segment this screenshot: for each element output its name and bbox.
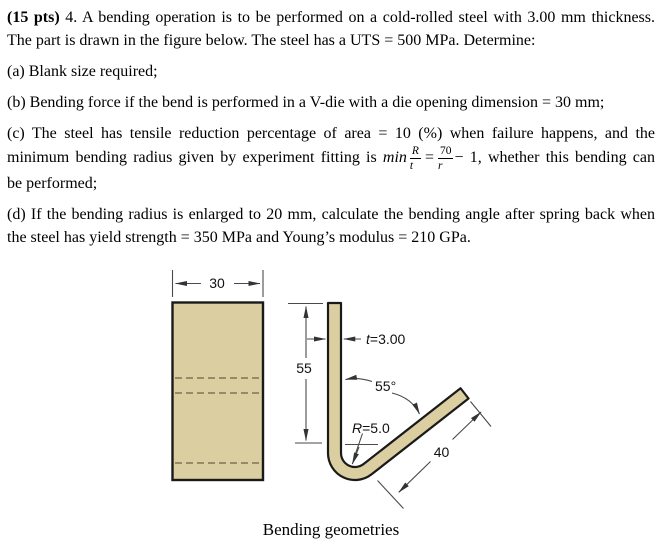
- part-c-line1: (c) The steel has tensile reduction percentage of area = 10 (%) when failure happens, and the: [7, 125, 655, 142]
- intro-line1: 4. A bending operation is to be performed on a cold-rolled steel with 3.00 mm thickness.: [59, 9, 656, 26]
- part-b: [7, 91, 655, 114]
- equals-sign: =: [424, 149, 434, 167]
- figure-caption: Bending geometries: [262, 520, 400, 539]
- height-label: 55: [296, 360, 312, 376]
- blank-width-label: 30: [209, 275, 225, 291]
- part-c-line2-before: minimum bending radius given by experiment fitting is: [7, 149, 383, 167]
- part-c-line2: [7, 145, 655, 172]
- intro-line2: The part is drawn in the figure below. The steel has a UTS = 500 MPa. Determine:: [7, 32, 536, 49]
- part-d-line2: the steel has yield strength = 350 MPa and Young’s modulus = 210 GPa.: [7, 229, 471, 247]
- part-c-line2-after: − 1, whether this bending can: [454, 149, 655, 167]
- problem-statement: [7, 6, 655, 257]
- part-d: [7, 203, 655, 249]
- bending-figure: [150, 256, 520, 518]
- radius-label: R=5.0: [352, 420, 390, 436]
- part-a: [7, 60, 655, 83]
- part-c-line3: be performed;: [7, 175, 98, 193]
- angle-label: 55°: [375, 378, 397, 394]
- points-label: (15 pts): [7, 9, 60, 26]
- part-a-text: (a) Blank size required;: [7, 63, 158, 80]
- fraction-R-t: $\frac{R}{t}$: [409, 145, 419, 173]
- thickness-label: t=3.00: [366, 331, 406, 347]
- min-operator: min: [382, 149, 407, 167]
- intro-paragraph: [7, 6, 655, 52]
- blank-rect: [173, 303, 264, 481]
- part-c: [7, 122, 655, 195]
- part-d-line1: (d) If the bending radius is enlarged to 20 mm, calculate the bending angle after spring back when: [7, 206, 655, 224]
- fraction-70-r: $\frac{70}{r}$: [437, 145, 452, 173]
- leg-length-label: 40: [433, 444, 450, 460]
- part-b-text: (b) Bending force if the bend is performed in a V-die with a die opening dimension = 30 mm;: [7, 94, 605, 111]
